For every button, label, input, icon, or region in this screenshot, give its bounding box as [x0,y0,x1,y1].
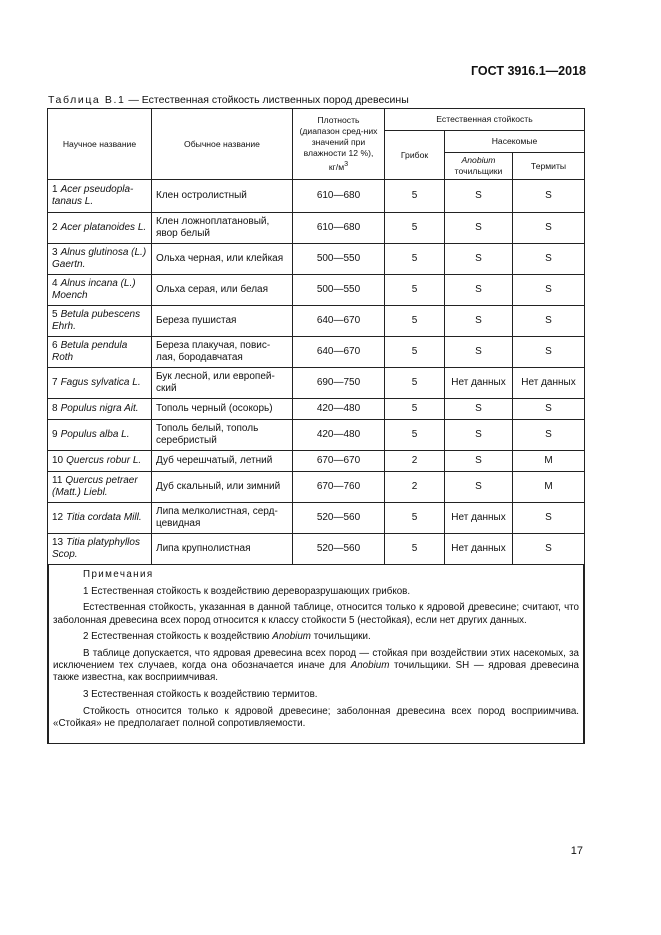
cell-scientific-name [48,451,152,472]
header-density: Плотность (диапазон сред-них значений при влажности 12 %), $кг/м^3$ [293,109,385,180]
cell-common-name: Береза пушистая [152,306,293,337]
header-anobium: Anobium точильщики [445,153,513,180]
cell-scientific-name [48,420,152,451]
cell-density: 520—560 [293,503,385,534]
species-latin-name: Betula pubescens Ehrh. [52,309,141,332]
cell-fungi: 5 [385,337,445,368]
cell-density: 520—560 [293,534,385,565]
cell-density: 690—750 [293,368,385,399]
cell-fungi: 2 [385,472,445,503]
cell-anobium: S [445,420,513,451]
cell-termites: S [513,244,585,275]
species-latin-name: Fagus sylvatica L. [60,377,141,388]
cell-density: 670—760 [293,472,385,503]
table-row [48,368,585,399]
cell-termites: S [513,399,585,420]
cell-termites: M [513,472,585,503]
cell-fungi: 5 [385,180,445,213]
species-latin-name: Alnus incana (L.) Moench [52,278,136,301]
cell-common-name: Дуб скальный, или зимний [152,472,293,503]
table-row [48,337,585,368]
cell-termites: S [513,337,585,368]
note-2-detail: В таблице допускается, что ядровая древесина всех пород — стойкая при воздействии этих насекомых, за исключением тех случаев, когда она обозначается иначе для Anobium точильщики. SH — ядровая древесина также известна, как восприимчивая. [53,648,580,684]
cell-common-name: Ольха черная, или клейкая [152,244,293,275]
cell-common-name: Липа мелколистная, серд-цевидная [152,503,293,534]
cell-density: 420—480 [293,420,385,451]
cell-anobium: Нет данных [445,534,513,565]
species-latin-name: Quercus petraer (Matt.) Liebl. [52,475,138,498]
row-number: 12 [52,512,64,523]
table-row [48,534,585,565]
header-termites: Термиты [513,153,585,180]
cell-anobium: S [445,180,513,213]
row-number: 4 [52,278,58,289]
cell-termites: S [513,275,585,306]
row-number: 13 [52,537,64,548]
cell-anobium: Нет данных [445,368,513,399]
cell-common-name: Дуб черешчатый, летний [152,451,293,472]
cell-density: 500—550 [293,275,385,306]
cell-termites: M [513,451,585,472]
row-number: 9 [52,429,58,440]
note-3: 3 Естественная стойкость к воздействию термитов. [83,689,318,701]
header-natural-durability: Естественная стойкость [385,109,585,131]
header-insects: Насекомые [445,131,585,153]
note-3-detail: Стойкость относится только к ядровой древесине; заболонная древесина всех пород восприимчива. «Стойкая» не предполагает полной сопротивляемости. [53,705,580,730]
cell-common-name: Тополь белый, тополь серебристый [152,420,293,451]
cell-scientific-name [48,534,152,565]
row-number: 7 [52,377,58,388]
table-row [48,306,585,337]
document-code: ГОСТ 3916.1—2018 [470,64,586,78]
table-row [48,472,585,503]
row-number: 5 [52,309,58,320]
cell-termites: S [513,420,585,451]
cell-common-name: Липа крупнолистная [152,534,293,565]
cell-common-name: Береза плакучая, повис-лая, бородавчатая [152,337,293,368]
cell-fungi: 5 [385,534,445,565]
table-row [48,275,585,306]
cell-anobium: S [445,275,513,306]
row-number: 6 [52,340,58,351]
cell-anobium: Нет данных [445,503,513,534]
cell-anobium: S [445,337,513,368]
cell-density: 420—480 [293,399,385,420]
table-row [48,420,585,451]
species-latin-name: Titia cordata Mill. [66,512,142,523]
header-common-name: Обычное название [152,109,293,180]
cell-anobium: S [445,451,513,472]
cell-anobium: S [445,244,513,275]
table-row [48,451,585,472]
header-fungi: Грибок [385,131,445,180]
table-caption-prefix: Таблица В.1 [48,94,126,106]
cell-density: 610—680 [293,213,385,244]
notes-title: Примечания [83,569,154,580]
species-latin-name: Titia platyphyllos Scop. [52,537,140,560]
cell-density: 640—670 [293,306,385,337]
species-latin-name: Populus nigra Ait. [60,403,139,414]
note-1-detail: Естественная стойкость, указанная в данной таблице, относится только к ядровой древесине; считают, что заболонная древесина всех пород относится к классу стойкости 5 (нестойкая), если нет других данных. [53,602,580,626]
cell-density: 500—550 [293,244,385,275]
cell-termites: S [513,180,585,213]
table-caption [48,94,409,106]
cell-anobium: S [445,306,513,337]
cell-fungi: 5 [385,503,445,534]
cell-fungi: 5 [385,420,445,451]
cell-fungi: 5 [385,275,445,306]
species-latin-name: Quercus robur L. [66,455,142,466]
cell-scientific-name [48,213,152,244]
table-row [48,503,585,534]
cell-anobium: S [445,213,513,244]
cell-common-name: Тополь черный (осокорь) [152,399,293,420]
row-number: 8 [52,403,58,414]
durability-table [47,108,585,744]
row-number: 2 [52,222,58,233]
species-latin-name: Acer pseudopla-tanaus L. [52,184,134,207]
page-number: 17 [570,845,583,857]
cell-fungi: 5 [385,306,445,337]
row-number: 3 [52,247,58,258]
table-row [48,399,585,420]
cell-fungi: 5 [385,399,445,420]
cell-fungi: 2 [385,451,445,472]
species-latin-name: Betula pendula Roth [52,340,128,363]
cell-anobium: S [445,472,513,503]
cell-termites: Нет данных [513,368,585,399]
table-row [48,180,585,213]
species-latin-name: Acer platanoides L. [60,222,147,233]
cell-scientific-name [48,368,152,399]
note-1: 1 Естественная стойкость к воздействию дереворазрушающих грибков. [83,585,411,597]
cell-common-name: Клен ложноплатановый, явор белый [152,213,293,244]
table-notes [48,565,584,744]
cell-fungi: 5 [385,368,445,399]
species-latin-name: Populus alba L. [60,429,130,440]
cell-common-name: Ольха серая, или белая [152,275,293,306]
cell-scientific-name [48,472,152,503]
species-latin-name: Alnus glutinosa (L.) Gaertn. [52,247,147,270]
cell-scientific-name [48,244,152,275]
cell-termites: S [513,306,585,337]
cell-scientific-name [48,180,152,213]
note-2: 2 Естественная стойкость к воздействию Anobium точильщики. [83,631,371,643]
cell-termites: S [513,534,585,565]
cell-fungi: 5 [385,244,445,275]
table-row [48,244,585,275]
cell-density: 610—680 [293,180,385,213]
cell-density: 640—670 [293,337,385,368]
cell-scientific-name [48,337,152,368]
cell-common-name: Бук лесной, или европей-ский [152,368,293,399]
cell-termites: S [513,213,585,244]
cell-anobium: S [445,399,513,420]
cell-scientific-name [48,503,152,534]
cell-scientific-name [48,399,152,420]
header-scientific-name: Научное название [48,109,152,180]
cell-scientific-name [48,275,152,306]
row-number: 11 [52,475,63,486]
table-row [48,213,585,244]
cell-termites: S [513,503,585,534]
table-caption-title: — Естественная стойкость лиственных пород древесины [128,94,409,106]
cell-density: 670—670 [293,451,385,472]
row-number: 10 [52,455,64,466]
cell-common-name: Клен остролистный [152,180,293,213]
cell-fungi: 5 [385,213,445,244]
row-number: 1 [52,184,58,195]
cell-scientific-name [48,306,152,337]
